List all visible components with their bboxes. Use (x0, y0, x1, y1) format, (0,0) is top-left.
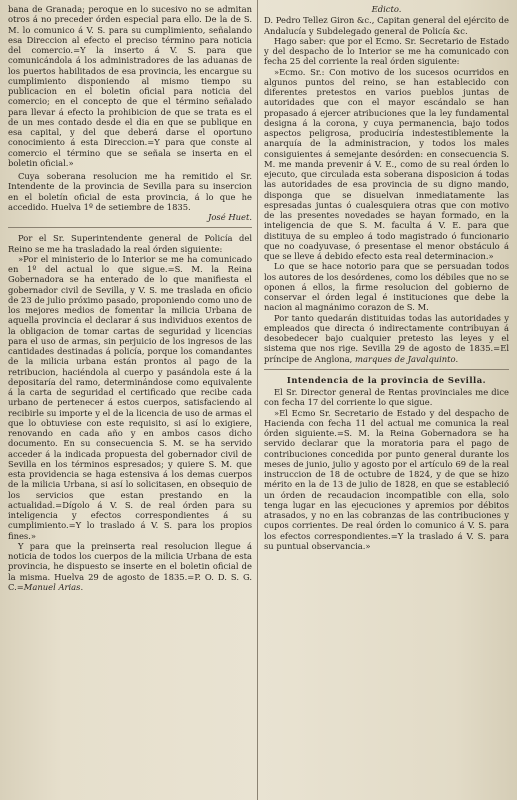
police-order-body: »Por el ministerio de lo Interior se me ha comunicado en 1º del actual lo que sigue.=S. M. la Reina Gobernadora se ha enterado de lo que manifiesta el gobernador civil de Sevilla, y V. S. me traslada en oficio de 23 de julio próximo pasado, proponiendo como uno de los mejores medios de fomentar la milicia Urbana de aquella provincia el declarar á sus individuos exentos de la obligacion de tomar cartas de seguridad y licencias para el uso de armas, sin perjuicio de los ingresos de las cantidades destinadas á policía, porque los comandantes de la milicia urbana están prontos al pago de la retribucion, haciéndola al cuerpo y pasándola este á la depositaría del ramo, determinándose como equivalente á la carta de seguridad el certificado que recibe cada urbano de pertenecer á estos cuerpos, satisfaciendo al recibirle su importe y el de la licencia de uso de armas el que lo obtuviese con este requisito, si así lo exigiere, renovando en cada año y en ambos casos dicho documento. En su consecuencia S. M. se ha servido acceder á la indicada propuesta del gobernador civil de Sevilla en los términos espresados; y quiere S. M. que esta providencia se haga estensiva á los demas cuerpos de la milicia Urbana, si así lo solicitasen, en obsequio de los servicios que estan prestando en la actualidad.=Dígolo á V. S. de real órden para su inteligencia y efectos correspondientes á su cumplimiento.=Y lo traslado á V. S. para los propios fines.» (8, 253, 252, 541)
edict-paragraph-3: Lo que se hace notorio para que se persuadan todos los autores de los desórdenes, como los débiles que no se oponen á ellos, la firme resolucion del gobierno de conservar el órden legal é instituciones que debe la nacion al magnánimo corazon de S. M. (264, 261, 509, 313)
signature-jose-huet: José Huet. (208, 212, 252, 222)
edict-paragraph-4-text: Por tanto quedarán distituidas todas las autoridades y empleados que directa ó indirectamente contribuyan á desobedecer bajo cualquier pretesto las leyes y el sistema que nos rige. Sevilla 29 de agosto de 1835.=El príncipe de Anglona, (264, 312, 509, 364)
edict-heading: Edicto. (371, 4, 402, 14)
edict-paragraph-2: »Ecmo. Sr.: Con motivo de los sucesos ocurridos en algunos puntos del reino, se han establecido con diferentes pretestos en varios pueblos juntas de autoridades que con el mayor escándalo se han propasado á ejercer atribuciones que la ley fundamental designa á la corona, y cuya permanencia, bajo todos aspectos peligrosa, produciría indestestiblemente la anarquía de la administracion, y todos los males consiguientes á semejante desórden: en consecuencia S. M. me manda prevenir á V. E., como de su real órden lo ejecuto, que circulada esta soberana disposicion á todas las autoridades de esa provincia de su digno mando, disponga que se disuelvan inmediatamente las espresadas juntas ó cualesquiera otras que con motivo de las presentes novedades se hayan formado, en la inteligencia de que S. M. faculta á V. E. para que distituya de su empleo á todo magistrado ó funcionario que no coadyuvase, ó presentase el menor obstáculo á que se lleve á debido efecto esta real determinacion.» (264, 66, 509, 261)
intendencia-heading: Intendencia de la provincia de Sevilla. (286, 374, 487, 385)
left-column (8, 4, 252, 796)
huelva-note-paragraph: Cuya soberana resolucion me ha remitido el Sr. Intendente de la provincia de Sevilla para su insercion en el boletín oficial de esta provincia, á lo que he accedido. Huelva 1º de setiembre de 1835. (8, 171, 252, 212)
edict-intro: D. Pedro Tellez Giron &c., Capitan general del ejército de Andalucía y Subdelegado general de Policía &c. (264, 15, 509, 36)
continued-royal-order: bana de Granada; peroque en lo sucesivo no se admitan otros á no preceder órden especial para ello. De la de S. M. lo comunico á V. S. para su cumplimiento, señalando esa Direccion al efecto el preciso término para noticia del comercio.=Y la inserto á V. S. para que comunicándola á los administradores de las aduanas de los puertos habilitados de esa provincia, les encargue su cumplimiento disponiendo al mismo tiempo su publicacion en el boletin oficial para noticia del comercio; en el concepto de que el término señalado para llevar á efecto la prohibicion de que se trata es el de un mes contado desde el dia en que se publique en esa capital, y del que deberá darse el oportuno conocimiento á esta Direccion.=Y para que conste al comercio el término que se señala se inserta en el boletin oficial.» (8, 4, 252, 168)
signature-javalquinto: marques de Javalquinto. (355, 353, 459, 364)
intendencia-paragraph-2: »El Ecmo Sr. Secretario de Estado y del despacho de Hacienda con fecha 11 del actual me comunica la real órden siguiente.=S. M. la Reina Gobernadora se ha servido declarar que la moratoria para el pago de contribuciones concedida por punto general durante los meses de junio, julio y agosto por el artículo 69 de la real instruccion de 18 de octubre de 1824, y de que se hizo mérito en la de 13 de julio de 1828, en que se estableció un órden de recaudacion incompatible con ella, solo tenga lugar en las ejecuciones y apremios por débitos atrasados, y no en las cobranzas de las contribuciones y cupos corrientes. De real órden lo comunico á V. S. para los efectos correspondientes.=Y la traslado á V. S. para su puntual observancia.» (264, 407, 509, 551)
column-divider (257, 0, 258, 800)
column-rule (8, 227, 252, 228)
section-rule (264, 369, 509, 370)
right-column (264, 4, 509, 796)
edict-paragraph-4 (264, 313, 509, 364)
militia-publication-note (8, 541, 252, 592)
intendencia-paragraph-1: El Sr. Director general de Rentas provinciales me dice con fecha 17 del corriente lo que sigue. (264, 387, 509, 408)
signature-manuel-arias: Manuel Arias. (23, 581, 84, 592)
militia-publication-text: Y para que la preinserta real resolucion llegue á noticia de todos los cuerpos de la milicia Urbana de esta provincia, he dispuesto se inserte en el boletin oficial de la misma. Huelva 29 de agosto de 1835.=P. O. D. S. G. C.= (8, 540, 252, 592)
edict-paragraph-1: Hago saber: que por el Ecmo. Sr. Secretario de Estado y del despacho de lo Interior se me ha comunicado con fecha 25 del corriente la real órden siguiente: (264, 35, 509, 67)
police-order-intro: Por el Sr. Superintendente general de Policía del Reino se me ha trasladado la real órden siguiente: (8, 233, 252, 254)
